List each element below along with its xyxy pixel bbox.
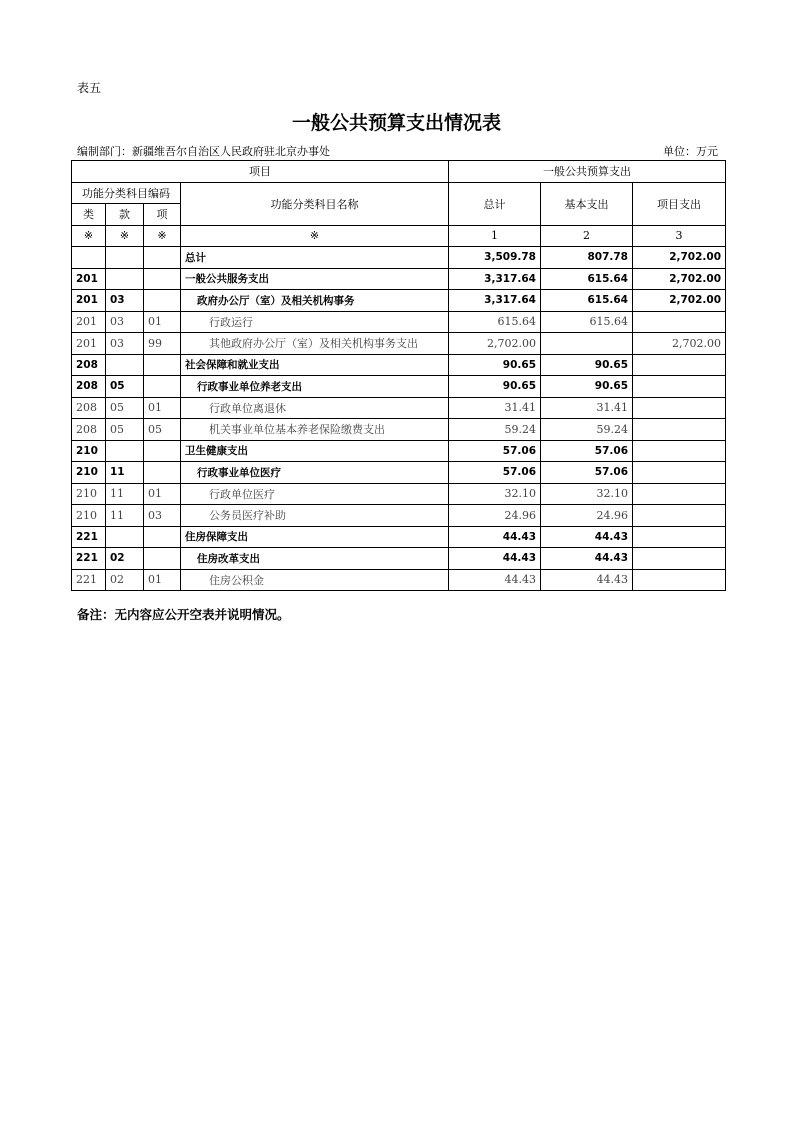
kuan-header: 款	[106, 204, 144, 226]
basic-cell: 32.10	[541, 483, 633, 505]
kuan-cell: 03	[106, 311, 144, 333]
xiang-cell: 01	[144, 311, 181, 333]
mark-cell: ※	[181, 225, 449, 247]
project-cell	[633, 462, 726, 484]
xiang-header: 项	[144, 204, 181, 226]
basic-cell: 615.64	[541, 268, 633, 290]
header-row-4	[72, 225, 726, 247]
name-cell: 行政事业单位医疗	[181, 462, 449, 484]
lei-cell: 221	[72, 526, 106, 548]
xiang-cell: 99	[144, 333, 181, 355]
basic-header: 基本支出	[541, 182, 633, 225]
total-cell: 57.06	[449, 440, 541, 462]
project-cell	[633, 440, 726, 462]
lei-cell: 210	[72, 505, 106, 527]
name-cell: 行政单位医疗	[181, 483, 449, 505]
name-cell: 行政单位离退休	[181, 397, 449, 419]
basic-cell: 807.78	[541, 247, 633, 269]
basic-cell: 615.64	[541, 311, 633, 333]
index-cell: 1	[449, 225, 541, 247]
unit-label: 单位：万元	[663, 145, 718, 158]
basic-cell: 57.06	[541, 462, 633, 484]
budget-group-header: 一般公共预算支出	[449, 161, 726, 183]
basic-cell: 59.24	[541, 419, 633, 441]
mark-cell: ※	[144, 225, 181, 247]
budget-table	[71, 160, 726, 591]
kuan-cell	[106, 354, 144, 376]
xiang-cell	[144, 290, 181, 312]
table-row	[72, 247, 726, 269]
kuan-cell	[106, 247, 144, 269]
name-cell: 政府办公厅（室）及相关机构事务	[181, 290, 449, 312]
table-row	[72, 526, 726, 548]
page-title: 一般公共预算支出情况表	[291, 112, 501, 134]
lei-cell: 208	[72, 397, 106, 419]
project-header: 项目	[72, 161, 449, 183]
total-cell: 59.24	[449, 419, 541, 441]
project-cell: 2,702.00	[633, 333, 726, 355]
basic-cell: 90.65	[541, 376, 633, 398]
basic-cell	[541, 333, 633, 355]
kuan-cell: 03	[106, 290, 144, 312]
project-cell	[633, 483, 726, 505]
total-cell: 24.96	[449, 505, 541, 527]
project-cell: 2,702.00	[633, 268, 726, 290]
lei-cell: 208	[72, 354, 106, 376]
kuan-cell: 05	[106, 376, 144, 398]
kuan-cell	[106, 440, 144, 462]
name-cell: 社会保障和就业支出	[181, 354, 449, 376]
kuan-cell: 05	[106, 419, 144, 441]
name-cell: 住房公积金	[181, 569, 449, 591]
total-cell: 44.43	[449, 526, 541, 548]
lei-cell: 201	[72, 290, 106, 312]
kuan-cell: 11	[106, 505, 144, 527]
lei-header: 类	[72, 204, 106, 226]
name-header: 功能分类科目名称	[181, 182, 449, 225]
header-row-1	[72, 161, 726, 183]
kuan-cell	[106, 526, 144, 548]
xiang-cell	[144, 268, 181, 290]
kuan-cell: 11	[106, 462, 144, 484]
xiang-cell: 01	[144, 569, 181, 591]
xiang-cell	[144, 354, 181, 376]
basic-cell: 44.43	[541, 526, 633, 548]
table-row	[72, 440, 726, 462]
table-number-label: 表五	[77, 81, 102, 95]
project-cell	[633, 569, 726, 591]
name-cell: 一般公共服务支出	[181, 268, 449, 290]
lei-cell: 208	[72, 419, 106, 441]
lei-cell: 201	[72, 333, 106, 355]
footnote: 备注：无内容应公开空表并说明情况。	[77, 607, 290, 622]
total-cell: 3,509.78	[449, 247, 541, 269]
table-row	[72, 354, 726, 376]
kuan-cell: 11	[106, 483, 144, 505]
lei-cell: 221	[72, 548, 106, 570]
index-cell: 3	[633, 225, 726, 247]
kuan-cell: 05	[106, 397, 144, 419]
project-cell	[633, 354, 726, 376]
lei-cell: 201	[72, 311, 106, 333]
header-row-2	[72, 182, 726, 204]
basic-cell: 57.06	[541, 440, 633, 462]
name-cell: 机关事业单位基本养老保险缴费支出	[181, 419, 449, 441]
table-row	[72, 290, 726, 312]
project-cell	[633, 397, 726, 419]
total-cell: 44.43	[449, 569, 541, 591]
xiang-cell	[144, 548, 181, 570]
total-cell: 90.65	[449, 376, 541, 398]
lei-cell: 221	[72, 569, 106, 591]
name-cell: 卫生健康支出	[181, 440, 449, 462]
project-cell: 2,702.00	[633, 247, 726, 269]
xiang-cell: 05	[144, 419, 181, 441]
kuan-cell	[106, 268, 144, 290]
table-row	[72, 333, 726, 355]
name-cell: 总计	[181, 247, 449, 269]
table-row	[72, 569, 726, 591]
table-row	[72, 311, 726, 333]
lei-cell: 210	[72, 462, 106, 484]
total-cell: 31.41	[449, 397, 541, 419]
total-cell: 615.64	[449, 311, 541, 333]
project-cell	[633, 505, 726, 527]
total-cell: 3,317.64	[449, 290, 541, 312]
project-expense-header: 项目支出	[633, 182, 726, 225]
department-label: 编制部门：新疆维吾尔自治区人民政府驻北京办事处	[77, 145, 330, 158]
project-cell	[633, 419, 726, 441]
lei-cell: 210	[72, 440, 106, 462]
kuan-cell: 03	[106, 333, 144, 355]
project-cell	[633, 526, 726, 548]
index-cell: 2	[541, 225, 633, 247]
kuan-cell: 02	[106, 548, 144, 570]
xiang-cell: 03	[144, 505, 181, 527]
name-cell: 住房改革支出	[181, 548, 449, 570]
xiang-cell	[144, 376, 181, 398]
table-row	[72, 462, 726, 484]
basic-cell: 615.64	[541, 290, 633, 312]
code-group-header: 功能分类科目编码	[72, 182, 181, 204]
kuan-cell: 02	[106, 569, 144, 591]
lei-cell	[72, 247, 106, 269]
lei-cell: 208	[72, 376, 106, 398]
mark-cell: ※	[72, 225, 106, 247]
total-cell: 57.06	[449, 462, 541, 484]
table-row	[72, 268, 726, 290]
basic-cell: 24.96	[541, 505, 633, 527]
table-row	[72, 376, 726, 398]
total-cell: 90.65	[449, 354, 541, 376]
total-cell: 44.43	[449, 548, 541, 570]
total-cell: 2,702.00	[449, 333, 541, 355]
table-row	[72, 483, 726, 505]
basic-cell: 31.41	[541, 397, 633, 419]
table-row	[72, 419, 726, 441]
xiang-cell	[144, 526, 181, 548]
basic-cell: 44.43	[541, 548, 633, 570]
name-cell: 公务员医疗补助	[181, 505, 449, 527]
project-cell	[633, 548, 726, 570]
lei-cell: 201	[72, 268, 106, 290]
project-cell	[633, 311, 726, 333]
total-header: 总计	[449, 182, 541, 225]
project-cell: 2,702.00	[633, 290, 726, 312]
xiang-cell	[144, 247, 181, 269]
basic-cell: 44.43	[541, 569, 633, 591]
basic-cell: 90.65	[541, 354, 633, 376]
table-row	[72, 397, 726, 419]
xiang-cell	[144, 440, 181, 462]
xiang-cell: 01	[144, 397, 181, 419]
name-cell: 行政事业单位养老支出	[181, 376, 449, 398]
xiang-cell: 01	[144, 483, 181, 505]
mark-cell: ※	[106, 225, 144, 247]
lei-cell: 210	[72, 483, 106, 505]
name-cell: 其他政府办公厅（室）及相关机构事务支出	[181, 333, 449, 355]
table-row	[72, 505, 726, 527]
name-cell: 行政运行	[181, 311, 449, 333]
name-cell: 住房保障支出	[181, 526, 449, 548]
table-row	[72, 548, 726, 570]
total-cell: 3,317.64	[449, 268, 541, 290]
project-cell	[633, 376, 726, 398]
xiang-cell	[144, 462, 181, 484]
total-cell: 32.10	[449, 483, 541, 505]
